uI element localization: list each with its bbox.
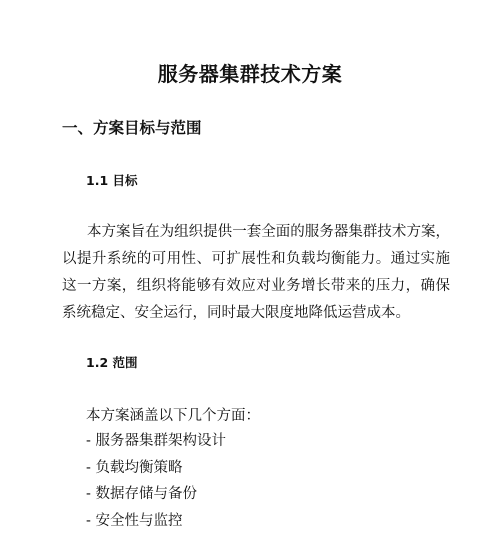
list-item: - 安全性与监控 [86, 508, 226, 534]
subsection-heading-goal: 1.1 目标 [86, 172, 138, 190]
scope-list [86, 428, 226, 534]
list-item: - 数据存储与备份 [86, 481, 226, 508]
list-item: - 负载均衡策略 [86, 455, 226, 482]
goal-paragraph: 本方案旨在为组织提供一套全面的服务器集群技术方案，以提升系统的可用性、可扩展性和负载均衡能力。通过实施这一方案，组织将能够有效应对业务增长带来的压力，确保系统稳定、安全运行，同时最大限度地降低运营成本。 [62, 219, 450, 327]
subsection-heading-scope: 1.2 范围 [86, 354, 138, 372]
document-title: 服务器集群技术方案 [0, 60, 500, 88]
scope-intro: 本方案涵盖以下几个方面： [86, 403, 260, 429]
list-item: - 服务器集群架构设计 [86, 428, 226, 455]
section-heading-goals-scope: 一、方案目标与范围 [62, 117, 202, 139]
